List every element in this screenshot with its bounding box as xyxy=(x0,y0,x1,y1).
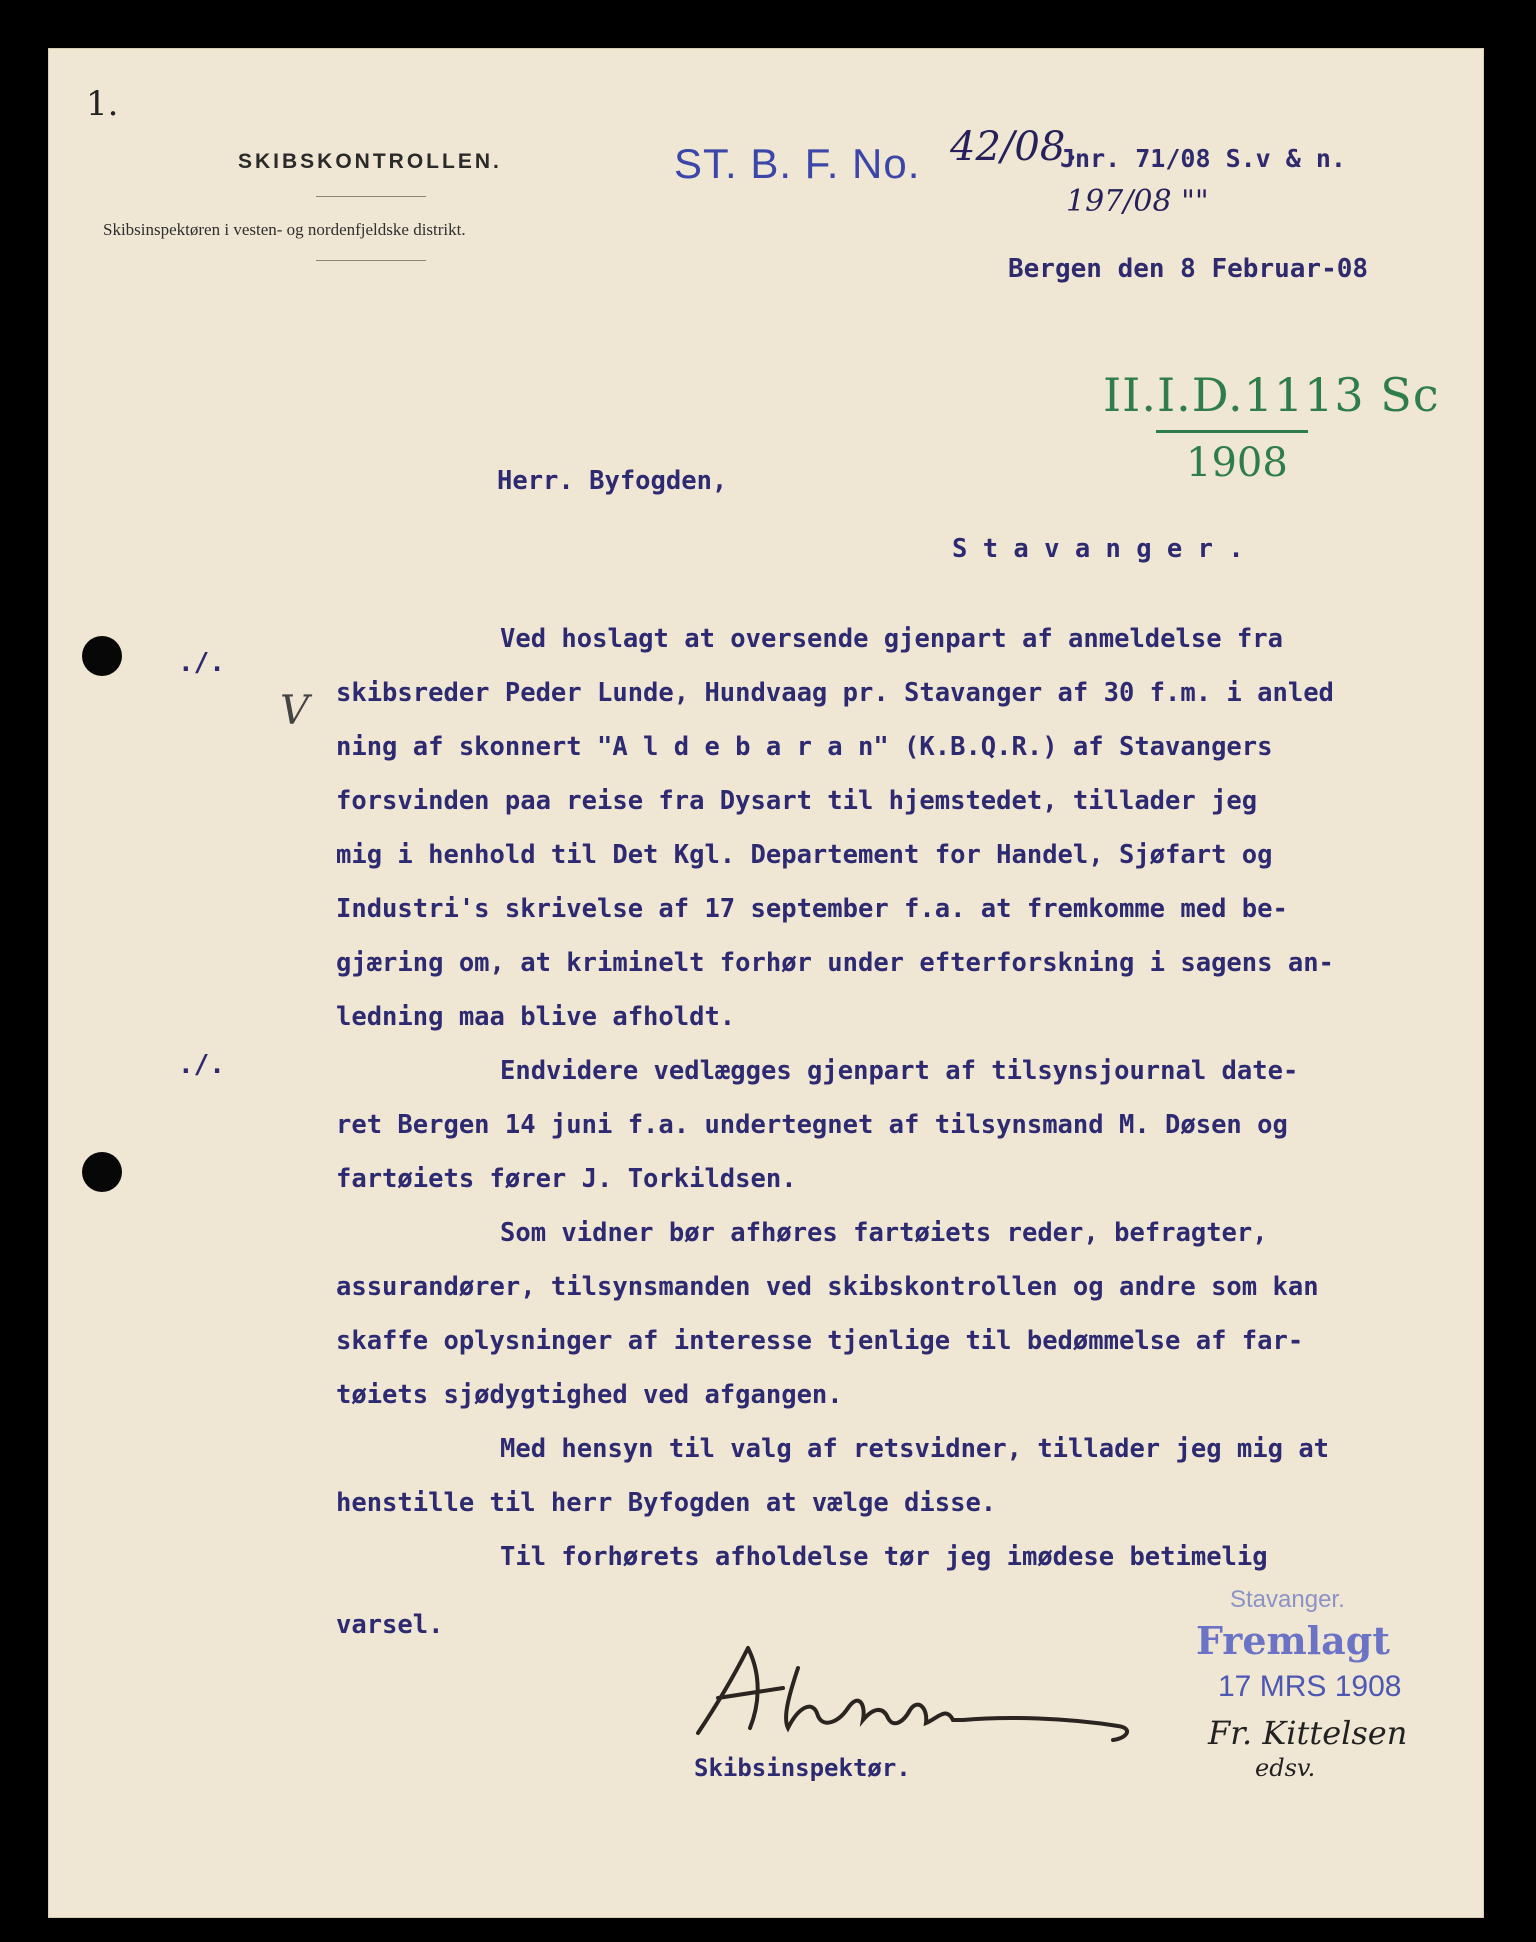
body-line: Ved hoslagt at oversende gjenpart af anmeldelse fra xyxy=(500,624,1283,654)
reference-number-handwritten: 42/08. xyxy=(950,124,1078,170)
body-line: Endvidere vedlægges gjenpart af tilsynsjournal date- xyxy=(500,1056,1299,1086)
letterhead-rule xyxy=(316,196,426,197)
body-line: mig i henhold til Det Kgl. Departement for Handel, Sjøfart og xyxy=(336,840,1273,870)
letter-page xyxy=(48,48,1484,1918)
inspector-signature xyxy=(688,1628,1188,1748)
body-line: varsel. xyxy=(336,1610,444,1640)
received-stamp-date: 17 MRS 1908 xyxy=(1218,1670,1402,1703)
journal-number: Jnr. 71/08 S.v & n. xyxy=(1060,144,1346,173)
body-line: ret Bergen 14 juni f.a. undertegnet af tilsynsmand M. Døsen og xyxy=(336,1110,1288,1140)
body-line: henstille til herr Byfogden at vælge disse. xyxy=(336,1488,997,1518)
enclosure-mark: ./. xyxy=(178,1050,225,1080)
signer-title: Skibsinspektør. xyxy=(694,1754,911,1782)
punch-hole xyxy=(82,636,122,676)
received-signature: Fr. Kittelsen xyxy=(1208,1714,1408,1752)
journal-number-handwritten: 197/08 "" xyxy=(1066,184,1209,219)
recipient-city: S t a v a n g e r . xyxy=(952,534,1244,564)
body-line: ning af skonnert "A l d e b a r a n" (K.B.Q.R.) af Stavangers xyxy=(336,732,1273,762)
body-line: skibsreder Peder Lunde, Hundvaag pr. Stavanger af 30 f.m. i anled xyxy=(336,678,1334,708)
received-signature-suffix: edsv. xyxy=(1255,1754,1316,1782)
received-stamp-label: Fremlagt xyxy=(1196,1618,1390,1663)
corner-mark: 1. xyxy=(86,84,119,124)
body-line: ledning maa blive afholdt. xyxy=(336,1002,736,1032)
archive-stamp-rule xyxy=(1156,430,1308,433)
body-line: Med hensyn til valg af retsvidner, tillader jeg mig at xyxy=(500,1434,1330,1464)
body-line: gjæring om, at kriminelt forhør under efterforskning i sagens an- xyxy=(336,948,1334,978)
body-line: tøiets sjødygtighed ved afgangen. xyxy=(336,1380,843,1410)
body-line: Som vidner bør afhøres fartøiets reder, befragter, xyxy=(500,1218,1268,1248)
body-line: Til forhørets afholdelse tør jeg imødese betimelig xyxy=(500,1542,1268,1572)
received-stamp-place: Stavanger. xyxy=(1230,1586,1345,1613)
punch-hole xyxy=(82,1152,122,1192)
letterhead-title: SKIBSKONTROLLEN. xyxy=(238,150,502,173)
archive-stamp-year: 1908 xyxy=(1186,440,1288,486)
letterhead-rule xyxy=(316,260,426,261)
body-line: Industri's skrivelse af 17 september f.a. at fremkomme med be- xyxy=(336,894,1288,924)
body-line: skaffe oplysninger af interesse tjenlige til bedømmelse af far- xyxy=(336,1326,1304,1356)
salutation: Herr. Byfogden, xyxy=(497,466,728,496)
reference-number-label: ST. B. F. No. xyxy=(674,140,921,187)
enclosure-mark: ./. xyxy=(178,648,225,678)
body-line: forsvinden paa reise fra Dysart til hjemstedet, tillader jeg xyxy=(336,786,1258,816)
body-line: fartøiets fører J. Torkildsen. xyxy=(336,1164,797,1194)
check-mark: V xyxy=(280,688,309,734)
letter-date: Bergen den 8 Februar-08 xyxy=(1008,254,1369,284)
archive-stamp-code: II.I.D.1113 Sc xyxy=(1103,368,1440,422)
letterhead-subtitle: Skibsinspektøren i vesten- og nordenfjeldske distrikt. xyxy=(103,220,466,239)
body-line: assurandører, tilsynsmanden ved skibskontrollen og andre som kan xyxy=(336,1272,1319,1302)
